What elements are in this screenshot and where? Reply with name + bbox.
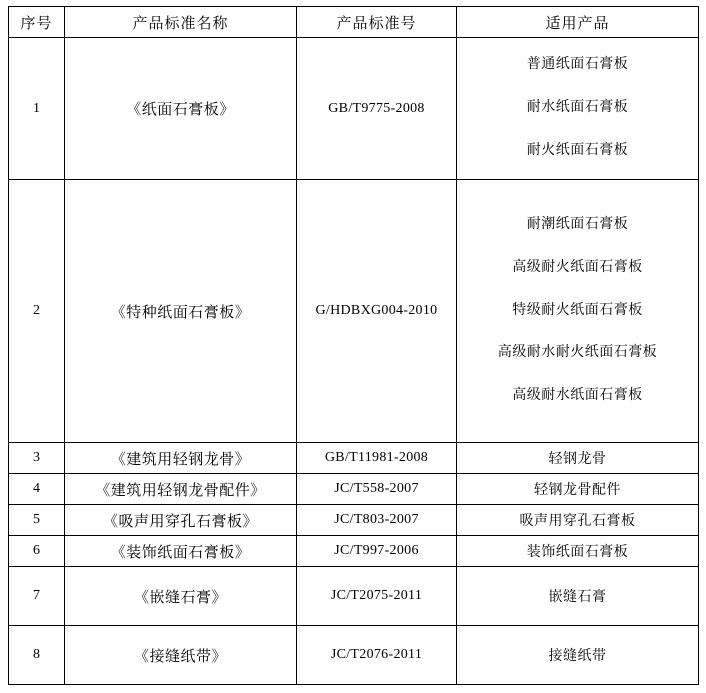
cell-standard-code: JC/T2076-2011	[297, 626, 457, 685]
cell-no: 2	[9, 180, 65, 443]
cell-standard-code: GB/T11981-2008	[297, 443, 457, 474]
table-row	[9, 180, 699, 443]
table-row	[9, 505, 699, 536]
cell-standard-name: 《吸声用穿孔石膏板》	[65, 505, 297, 536]
applicable-product-item: 高级耐水耐火纸面石膏板	[497, 345, 658, 361]
cell-no: 6	[9, 536, 65, 567]
table-row	[9, 567, 699, 626]
applicable-product-item: 高级耐火纸面石膏板	[512, 259, 643, 275]
cell-standard-code: JC/T558-2007	[297, 474, 457, 505]
cell-standard-name: 《嵌缝石膏》	[65, 567, 297, 626]
table-header	[9, 7, 699, 38]
cell-standard-code: JC/T2075-2011	[297, 567, 457, 626]
cell-no: 1	[9, 38, 65, 180]
column-header-standard-code: 产品标准号	[297, 7, 457, 38]
table-row	[9, 443, 699, 474]
applicable-product-item: 高级耐水纸面石膏板	[512, 388, 643, 404]
column-header-applicable-product: 适用产品	[457, 7, 699, 38]
table-row	[9, 626, 699, 685]
cell-standard-name: 《装饰纸面石膏板》	[65, 536, 297, 567]
cell-applicable-product: 装饰纸面石膏板	[457, 536, 699, 567]
product-standards-table	[8, 6, 699, 685]
cell-no: 5	[9, 505, 65, 536]
column-header-no: 序号	[9, 7, 65, 38]
column-header-standard-name: 产品标准名称	[65, 7, 297, 38]
cell-applicable-product: 嵌缝石膏	[457, 567, 699, 626]
cell-no: 8	[9, 626, 65, 685]
cell-standard-name: 《纸面石膏板》	[65, 38, 297, 180]
applicable-product-item: 耐潮纸面石膏板	[526, 217, 629, 232]
cell-standard-name: 《接缝纸带》	[65, 626, 297, 685]
cell-no: 3	[9, 443, 65, 474]
applicable-product-item: 普通纸面石膏板	[526, 57, 629, 73]
applicable-product-item: 耐水纸面石膏板	[526, 100, 629, 116]
cell-no: 4	[9, 474, 65, 505]
table-header-row	[9, 7, 699, 38]
table-body	[9, 38, 699, 685]
cell-standard-code: GB/T9775-2008	[297, 38, 457, 180]
applicable-product-item: 特级耐火纸面石膏板	[512, 302, 643, 318]
cell-applicable-product: 轻钢龙骨	[457, 443, 699, 474]
cell-standard-code: JC/T803-2007	[297, 505, 457, 536]
cell-standard-name: 《建筑用轻钢龙骨》	[65, 443, 297, 474]
applicable-product-item: 耐火纸面石膏板	[526, 142, 629, 158]
cell-no: 7	[9, 567, 65, 626]
cell-applicable-product: 接缝纸带	[457, 626, 699, 685]
table-row	[9, 38, 699, 180]
cell-applicable-product	[457, 180, 699, 443]
cell-standard-code: G/HDBXG004-2010	[297, 180, 457, 443]
table-row	[9, 536, 699, 567]
table-row	[9, 474, 699, 505]
cell-standard-name: 《建筑用轻钢龙骨配件》	[65, 474, 297, 505]
cell-standard-code: JC/T997-2006	[297, 536, 457, 567]
cell-applicable-product: 吸声用穿孔石膏板	[457, 505, 699, 536]
cell-applicable-product	[457, 38, 699, 180]
cell-standard-name: 《特种纸面石膏板》	[65, 180, 297, 443]
cell-applicable-product: 轻钢龙骨配件	[457, 474, 699, 505]
